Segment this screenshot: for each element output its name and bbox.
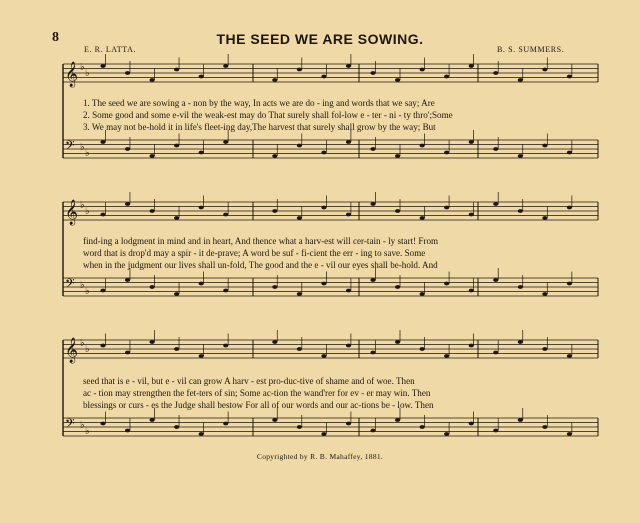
note-head bbox=[321, 206, 326, 210]
note-head bbox=[493, 202, 498, 206]
note-head bbox=[346, 213, 351, 217]
note-head bbox=[199, 282, 204, 286]
note-head bbox=[469, 64, 474, 68]
note-head bbox=[150, 418, 155, 422]
note-head bbox=[199, 354, 204, 358]
flat-icon: ♭ bbox=[80, 280, 85, 291]
note-head bbox=[567, 432, 572, 436]
lyric-line: word that is drop'd may a spir - it de-prave; A word be suf - fi-cient the err - ing to save. Some bbox=[83, 248, 426, 258]
note-head bbox=[125, 71, 130, 75]
page-number: 8 bbox=[52, 30, 59, 45]
lyricist-credit: E. R. LATTA. bbox=[84, 45, 137, 54]
note-head bbox=[518, 285, 523, 289]
note-head bbox=[125, 278, 130, 282]
note-head bbox=[567, 75, 572, 79]
note-head bbox=[100, 289, 105, 293]
note-head bbox=[346, 422, 351, 426]
note-head bbox=[370, 147, 375, 151]
note-head bbox=[174, 425, 179, 429]
note-head bbox=[395, 154, 400, 158]
note-head bbox=[174, 292, 179, 296]
note-head bbox=[444, 282, 449, 286]
note-head bbox=[297, 68, 302, 72]
treble-clef-icon: 𝄞 bbox=[65, 62, 79, 87]
flat-icon: ♭ bbox=[80, 62, 85, 73]
note-head bbox=[370, 278, 375, 282]
note-head bbox=[125, 429, 130, 433]
lyric-line: seed that is e - vil, but e - vil can grow A harv - est pro-duc-tive of shame and of woe. Then bbox=[83, 376, 415, 386]
note-head bbox=[174, 68, 179, 72]
lyric-line: 3. We may not be-hold it in life's fleet-ing day,The harvest that surely shall grow by the way; But bbox=[83, 122, 436, 132]
note-head bbox=[444, 354, 449, 358]
note-head bbox=[223, 289, 228, 293]
note-head bbox=[567, 151, 572, 155]
note-head bbox=[493, 351, 498, 355]
bass-clef-icon: 𝄢 bbox=[65, 276, 75, 294]
note-head bbox=[469, 140, 474, 144]
lyric-line: blessings or curs - es the Judge shall bestow For all of our words and our ac-tions be - low. Then bbox=[83, 400, 434, 410]
note-head bbox=[199, 432, 204, 436]
note-head bbox=[150, 285, 155, 289]
flat-icon: ♭ bbox=[85, 68, 90, 79]
note-head bbox=[297, 292, 302, 296]
note-head bbox=[469, 289, 474, 293]
bass-clef-icon: 𝄢 bbox=[65, 416, 75, 434]
note-head bbox=[370, 71, 375, 75]
note-head bbox=[493, 278, 498, 282]
note-head bbox=[150, 154, 155, 158]
note-head bbox=[518, 154, 523, 158]
lyric-line: when in the judgment our lives shall un-fold, The good and the e - vil our eyes shall be-hold. And bbox=[83, 260, 438, 270]
note-head bbox=[395, 78, 400, 82]
note-head bbox=[297, 216, 302, 220]
flat-icon: ♭ bbox=[85, 286, 90, 297]
note-head bbox=[444, 206, 449, 210]
treble-clef-icon: 𝄞 bbox=[65, 338, 79, 363]
composer-credit: B. S. SUMMERS. bbox=[497, 45, 565, 54]
note-head bbox=[223, 64, 228, 68]
note-head bbox=[272, 285, 277, 289]
note-head bbox=[567, 354, 572, 358]
lyric-line: 2. Some good and some e-vil the weak-est may do That surely shall fol-low e - ter - ni - ty thro';Some bbox=[83, 110, 453, 120]
flat-icon: ♭ bbox=[85, 426, 90, 437]
note-head bbox=[493, 71, 498, 75]
flat-icon: ♭ bbox=[85, 206, 90, 217]
copyright-notice: Copyrighted by R. B. Mahaffey, 1881. bbox=[256, 452, 384, 461]
note-head bbox=[150, 340, 155, 344]
note-head bbox=[321, 432, 326, 436]
note-head bbox=[272, 154, 277, 158]
note-head bbox=[174, 216, 179, 220]
note-head bbox=[542, 292, 547, 296]
note-head bbox=[370, 351, 375, 355]
flat-icon: ♭ bbox=[85, 344, 90, 355]
note-head bbox=[395, 285, 400, 289]
note-head bbox=[444, 75, 449, 79]
note-head bbox=[469, 422, 474, 426]
note-head bbox=[100, 422, 105, 426]
flat-icon: ♭ bbox=[80, 142, 85, 153]
note-head bbox=[420, 292, 425, 296]
note-head bbox=[542, 68, 547, 72]
note-head bbox=[100, 140, 105, 144]
flat-icon: ♭ bbox=[80, 200, 85, 211]
note-head bbox=[223, 344, 228, 348]
note-head bbox=[518, 78, 523, 82]
note-head bbox=[150, 78, 155, 82]
note-head bbox=[297, 347, 302, 351]
flat-icon: ♭ bbox=[85, 148, 90, 159]
note-head bbox=[395, 340, 400, 344]
note-head bbox=[370, 202, 375, 206]
note-head bbox=[420, 216, 425, 220]
lyric-line: find-ing a lodgment in mind and in heart, And thence what a harv-est will cer-tain - ly start! From bbox=[83, 236, 439, 246]
note-head bbox=[493, 429, 498, 433]
note-head bbox=[444, 432, 449, 436]
note-head bbox=[150, 209, 155, 213]
note-head bbox=[469, 344, 474, 348]
note-head bbox=[395, 209, 400, 213]
note-head bbox=[346, 64, 351, 68]
lyric-line: 1. The seed we are sowing a - non by the way, In acts we are do - ing and words that we say; Are bbox=[83, 98, 435, 108]
note-head bbox=[100, 213, 105, 217]
flat-icon: ♭ bbox=[80, 338, 85, 349]
treble-clef-icon: 𝄞 bbox=[65, 200, 79, 225]
note-head bbox=[518, 209, 523, 213]
flat-icon: ♭ bbox=[80, 420, 85, 431]
note-head bbox=[272, 418, 277, 422]
note-head bbox=[272, 78, 277, 82]
note-head bbox=[100, 64, 105, 68]
note-head bbox=[272, 340, 277, 344]
note-head bbox=[420, 425, 425, 429]
note-head bbox=[420, 68, 425, 72]
note-head bbox=[469, 213, 474, 217]
bass-clef-icon: 𝄢 bbox=[65, 138, 75, 156]
note-head bbox=[346, 289, 351, 293]
note-head bbox=[420, 347, 425, 351]
note-head bbox=[199, 75, 204, 79]
note-head bbox=[321, 75, 326, 79]
note-head bbox=[542, 425, 547, 429]
note-head bbox=[174, 347, 179, 351]
note-head bbox=[420, 144, 425, 148]
note-head bbox=[297, 425, 302, 429]
note-head bbox=[199, 206, 204, 210]
note-head bbox=[321, 354, 326, 358]
note-head bbox=[444, 151, 449, 155]
note-head bbox=[567, 282, 572, 286]
note-head bbox=[321, 151, 326, 155]
note-head bbox=[125, 147, 130, 151]
note-head bbox=[321, 282, 326, 286]
note-head bbox=[542, 347, 547, 351]
note-head bbox=[125, 351, 130, 355]
note-head bbox=[395, 418, 400, 422]
note-head bbox=[199, 151, 204, 155]
note-head bbox=[223, 140, 228, 144]
note-head bbox=[223, 213, 228, 217]
lyric-line: ac - tion may strengthen the fet-ters of sin; Some ac-tion the wand'rer for ev - er may win. Then bbox=[83, 388, 431, 398]
note-head bbox=[297, 144, 302, 148]
note-head bbox=[542, 216, 547, 220]
note-head bbox=[125, 202, 130, 206]
note-head bbox=[518, 340, 523, 344]
note-head bbox=[100, 344, 105, 348]
note-head bbox=[370, 429, 375, 433]
song-title: THE SEED WE ARE SOWING. bbox=[216, 31, 424, 47]
note-head bbox=[346, 140, 351, 144]
note-head bbox=[174, 144, 179, 148]
note-head bbox=[346, 344, 351, 348]
note-head bbox=[272, 209, 277, 213]
note-head bbox=[542, 144, 547, 148]
note-head bbox=[223, 422, 228, 426]
note-head bbox=[567, 206, 572, 210]
note-head bbox=[493, 147, 498, 151]
note-head bbox=[518, 418, 523, 422]
